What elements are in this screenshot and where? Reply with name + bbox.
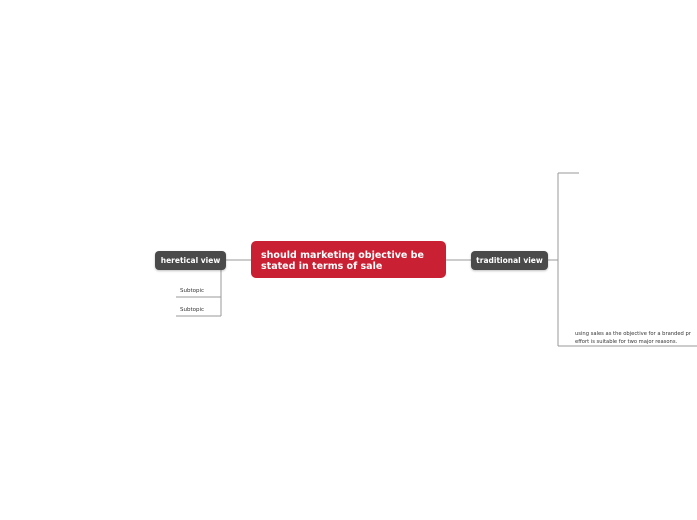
subtopic-2[interactable]: Subtopic: [180, 307, 205, 313]
connector-right-bracket: [548, 173, 697, 346]
topic-heretical-view[interactable]: heretical view: [155, 251, 226, 270]
note-line-2: effort is suitable for two major reasons.: [575, 338, 678, 345]
note-line-1: using sales as the objective for a branded pr: [575, 331, 691, 337]
subtopic-1[interactable]: Subtopic: [180, 288, 205, 294]
traditional-view-note[interactable]: [575, 331, 697, 346]
topic-traditional-view[interactable]: traditional view: [471, 251, 548, 270]
central-topic[interactable]: should marketing objective be stated in terms of sale: [251, 241, 446, 278]
